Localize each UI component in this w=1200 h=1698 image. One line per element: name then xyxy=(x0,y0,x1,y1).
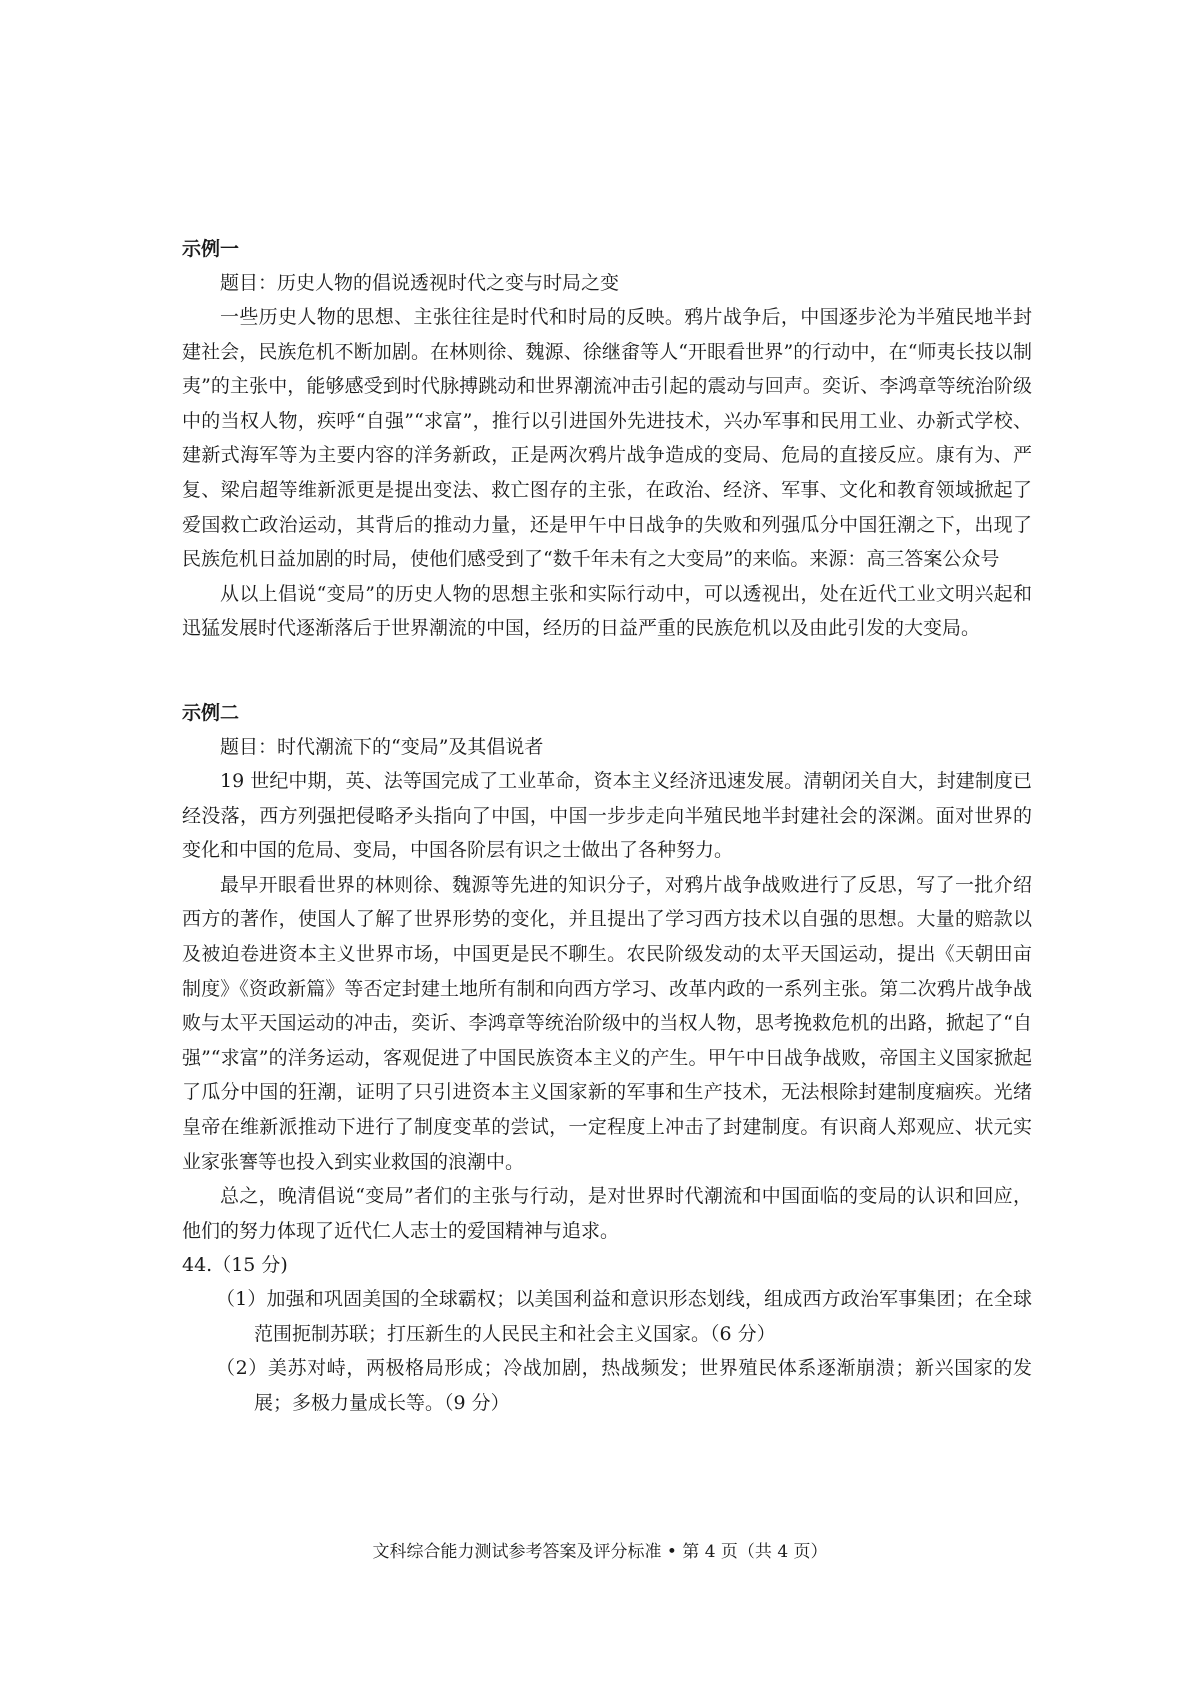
example-one-title: 题目：历史人物的倡说透视时代之变与时局之变 xyxy=(220,272,620,294)
question-44-item-2: （2）美苏对峙，两极格局形成；冷战加剧，热战频发；世界殖民体系逐渐崩溃；新兴国家的发展；多极力量成长等。（9 分） xyxy=(216,1357,1032,1414)
question-44-item-1: （1）加强和巩固美国的全球霸权；以美国利益和意识形态划线，组成西方政治军事集团；在全球范围扼制苏联；打压新生的人民民主和社会主义国家。（6 分） xyxy=(216,1288,1032,1345)
question-44-section xyxy=(182,1248,1032,1420)
page-footer: 文科综合能力测试参考答案及评分标准 • 第 4 页（共 4 页） xyxy=(372,1542,828,1562)
example-one-paragraph-2: 从以上倡说“变局”的历史人物的思想主张和实际行动中，可以透视出，处在近代工业文明兴起和迅猛发展时代逐渐落后于世界潮流的中国，经历的日益严重的民族危机以及由此引发的大变局。 xyxy=(182,582,1032,640)
example-one-section xyxy=(182,232,1032,646)
question-44-heading: 44.（15 分) xyxy=(182,1254,288,1276)
example-two-paragraph-3: 总之，晚清倡说“变局”者们的主张与行动，是对世界时代潮流和中国面临的变局的认识和回应，他们的努力体现了近代仁人志士的爱国精神与追求。 xyxy=(182,1185,1032,1242)
example-one-paragraph-1: 一些历史人物的思想、主张往往是时代和时局的反映。鸦片战争后，中国逐步沦为半殖民地半封建社会，民族危机不断加剧。在林则徐、魏源、徐继畬等人“开眼看世界”的行动中，在“师夷长技以制夷”的主张中，能够感受到时代脉搏跳动和世界潮流冲击引起的震动与回声。奕䜣、李鸿章等统治阶级中的当权人物，疾呼“自强”“求富”，推行以引进国外先进技术，兴办军事和民用工业、办新式学校、建新式海军等为主要内容的洋务新政，正是两次鸦片战争造成的变局、危局的直接反应。康有为、严复、梁启超等维新派更是提出变法、救亡图存的主张，在政治、经济、军事、文化和教育领域掀起了爱国救亡政治运动，其背后的推动力量，还是甲午中日战争的失败和列强瓜分中国狂潮之下，出现了民族危机日益加剧的时局，使他们感受到了“数千年未有之大变局”的来临。来源：高三答案公众号 xyxy=(182,306,1032,571)
example-two-paragraph-1: 19 世纪中期，英、法等国完成了工业革命，资本主义经济迅速发展。清朝闭关自大，封建制度已经没落，西方列强把侵略矛头指向了中国，中国一步步走向半殖民地半封建社会的深渊。面对世界的变化和中国的危局、变局，中国各阶层有识之士做出了各种努力。 xyxy=(182,770,1032,862)
example-two-paragraph-2: 最早开眼看世界的林则徐、魏源等先进的知识分子，对鸦片战争战败进行了反思，写了一批介绍西方的著作，使国人了解了世界形势的变化，并且提出了学习西方技术以自强的思想。大量的赔款以及被迫卷进资本主义世界市场，中国更是民不聊生。农民阶级发动的太平天国运动，提出《天朝田亩制度》《资政新篇》等否定封建土地所有制和向西方学习、改革内政的一系列主张。第二次鸦片战争战败与太平天国运动的冲击，奕䜣、李鸿章等统治阶级中的当权人物，思考挽救危机的出路，掀起了“自强”“求富”的洋务运动，客观促进了中国民族资本主义的产生。甲午中日战争战败，帝国主义国家掀起了瓜分中国的狂潮，证明了只引进资本主义国家新的军事和生产技术，无法根除封建制度痼疾。光绪皇帝在维新派推动下进行了制度变革的尝试，一定程度上冲击了封建制度。有识商人郑观应、状元实业家张謇等也投入到实业救国的浪潮中。 xyxy=(182,873,1032,1173)
example-two-section xyxy=(182,696,1032,1248)
example-two-title: 题目：时代潮流下的“变局”及其倡说者 xyxy=(220,736,544,758)
example-two-heading: 示例二 xyxy=(182,702,240,724)
example-one-heading: 示例一 xyxy=(182,238,240,260)
